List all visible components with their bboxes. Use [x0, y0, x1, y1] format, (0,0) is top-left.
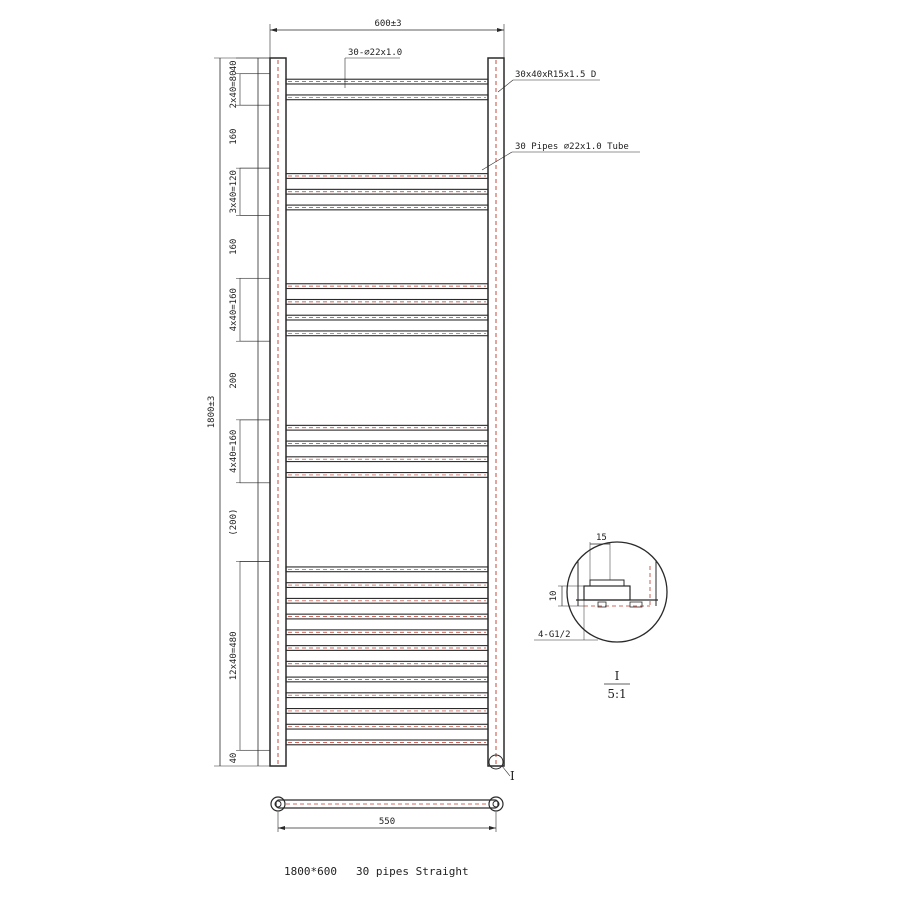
group-bracket [240, 278, 270, 341]
left-segment-label: 4x40=160 [229, 429, 239, 474]
width-dimension-label: 600±3 [374, 19, 402, 29]
pipe [286, 425, 488, 430]
caption-description: 30 pipes Straight [356, 865, 469, 878]
pipe [286, 677, 488, 682]
group-bracket [240, 561, 270, 750]
side-rails [270, 58, 504, 766]
pipe [286, 724, 488, 729]
rail-profile-callout [498, 70, 600, 92]
pipe [286, 315, 488, 320]
pipe [286, 630, 488, 635]
pipe [286, 646, 488, 651]
pipe-set [286, 79, 488, 745]
left-segment-label: 12x40=480 [229, 631, 239, 681]
detail-height-label: 10 [549, 590, 559, 602]
left-segment-label: 160 [229, 128, 239, 145]
pipe [286, 79, 488, 84]
detail-marker [489, 755, 515, 783]
bottom-view [271, 797, 503, 832]
left-segment-label: 40 [229, 752, 239, 764]
left-valve-circle [271, 797, 285, 811]
detail-circle [567, 542, 667, 642]
pipes-callout-label: 30 Pipes ⌀22x1.0 Tube [515, 142, 629, 152]
pipes-callout [482, 142, 640, 170]
pipe [286, 299, 488, 304]
pipe [286, 95, 488, 100]
group-bracket [240, 74, 270, 105]
pipe [286, 693, 488, 698]
pipe [286, 709, 488, 714]
pipe [286, 441, 488, 446]
pipe [286, 661, 488, 666]
pipe [286, 205, 488, 210]
drawing-caption [284, 865, 469, 878]
detail-scale-label: 5:1 [607, 687, 627, 701]
bottom-span-label: 550 [378, 817, 396, 827]
left-segment-label: 200 [229, 372, 239, 389]
left-dimension-chain [207, 58, 270, 766]
detail-thread-label: 4-G1/2 [538, 630, 571, 640]
pipe [286, 614, 488, 619]
left-segment-label: 40 [229, 60, 239, 72]
pipe [286, 331, 488, 336]
detail-fitting [584, 586, 630, 600]
detail-view-label: I [614, 669, 620, 683]
pipe [286, 457, 488, 462]
left-segment-label: 2x40=80 [229, 70, 239, 109]
pipe [286, 598, 488, 603]
pipe [286, 583, 488, 588]
left-segment-label: (200) [229, 508, 239, 536]
right-valve-circle [489, 797, 503, 811]
detail-width-label: 15 [596, 533, 607, 543]
detail-view [534, 533, 667, 701]
left-segment-label: 3x40=120 [229, 170, 239, 214]
pipe [286, 284, 488, 289]
rail-profile-label: 30x40xR15x1.5 D [515, 70, 597, 80]
pipe [286, 473, 488, 478]
pipe [286, 189, 488, 194]
left-segment-label: 160 [229, 238, 239, 255]
overall-height-label: 1800±3 [207, 395, 217, 429]
group-bracket [240, 168, 270, 215]
top-pipe-note-label: 30-⌀22x1.0 [348, 48, 403, 58]
left-segment-label: 4x40=160 [229, 288, 239, 332]
pipe [286, 174, 488, 179]
pipe [286, 567, 488, 572]
caption-size: 1800*600 [284, 865, 337, 878]
detail-marker-label: I [510, 769, 515, 783]
top-pipe-note [345, 48, 402, 88]
pipe [286, 740, 488, 745]
group-bracket [240, 420, 270, 483]
